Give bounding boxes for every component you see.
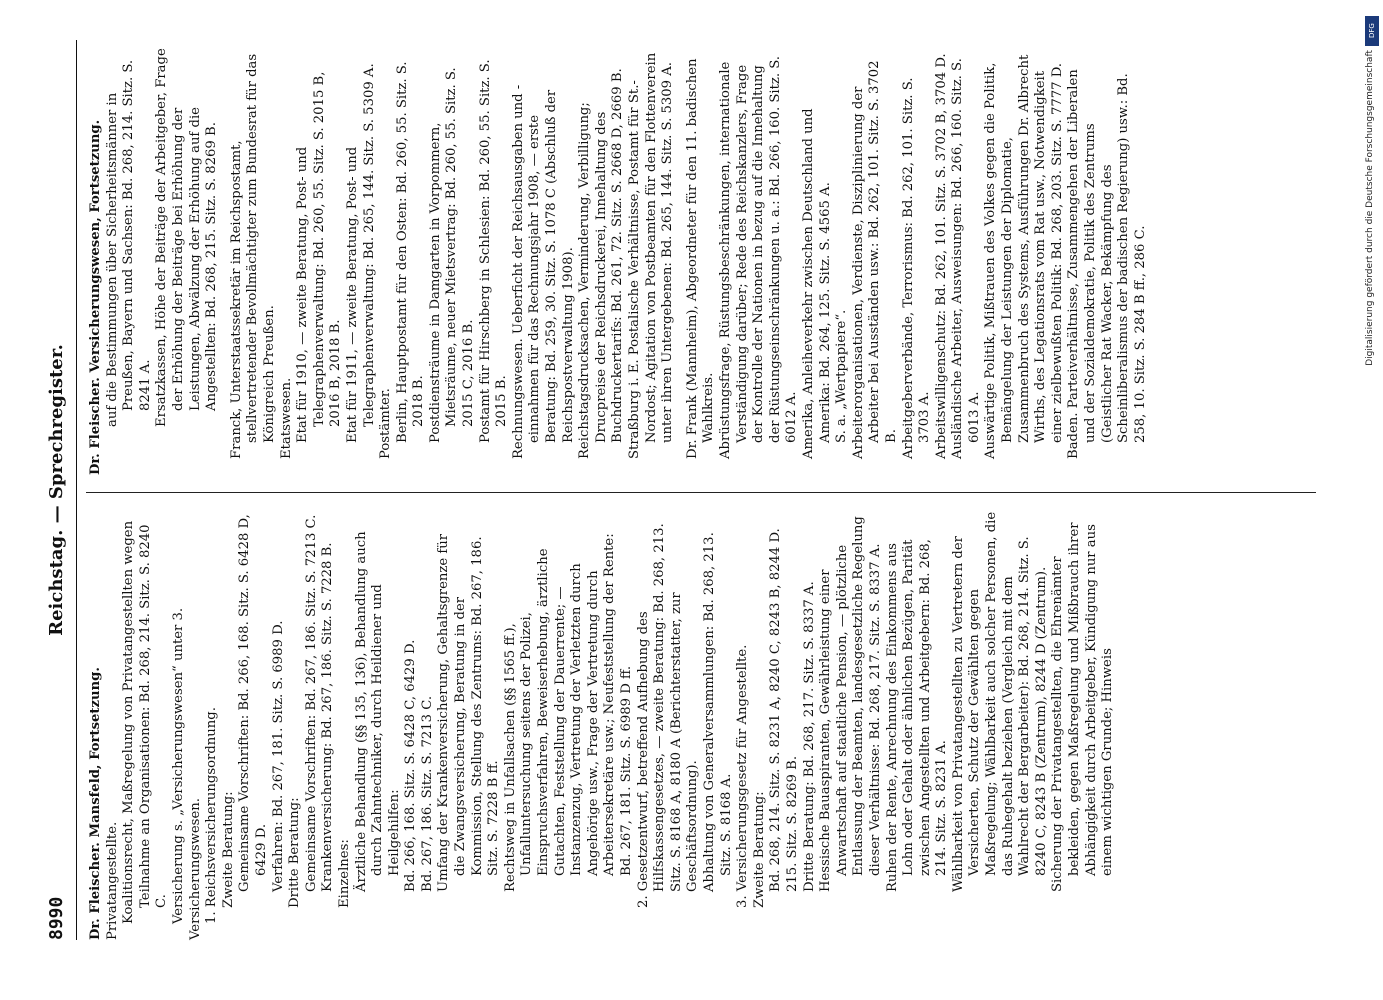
register-entry: Berlin, Hauptpostamt für den Osten: Bd. 260, 55. Sitz. S. 2018 B. — [394, 61, 427, 443]
register-entry: Postdiensträume in Damgarten in Vorpommern, Mietsräume, neuer Mietsvertrag: Bd. 260, 55. Sitz. S. 2015 C, 2016 B. — [427, 67, 477, 443]
column-divider — [86, 492, 1316, 493]
register-entry: Etat für 1911, — zweite Beratung, Post- und Telegraphenverwaltung: Bd. 265, 144. Sitz. S. 5309 A. — [344, 63, 377, 443]
spacer — [221, 45, 229, 475]
register-entry: Abhaltung von Generalversammlungen: Bd. 268, 213. Sitz. S. 8168 A. — [701, 532, 734, 892]
register-entry: Koalitionsrecht, Maßregelung von Privatangestellten wegen Teilnahme an Organisationen: Bd. 268, 214. Sitz. S. 8240 C. — [121, 520, 170, 924]
register-entry: Hessische Bauaspiranten, Gewährleistung einer Anwartschaft auf staatliche Pension, — plötzliche Entlassung der Beamten, landesgesetzliche Regelung dieser Verhältnisse: Bd. 268, 217. Sitz. S. 8337 A. — [818, 516, 883, 892]
register-entry: Arbeitswilligenschutz: Bd. 262, 101. Sitz. S. 3702 B, 3704 D. — [933, 53, 949, 459]
register-entry: auf die Bestimmungen über Sicherheitsmänner in Preußen, Bayern und Sachsen: Bd. 268, 214. Sitz. S. 8241 A. — [104, 59, 153, 427]
register-entry: Verfahren: Bd. 267, 181. Sitz. S. 6989 D. — [270, 620, 286, 892]
spacer — [677, 45, 685, 475]
register-entry: Zweite Beratung: — [220, 791, 236, 908]
register-entry: Einzelnes: — [336, 839, 352, 908]
register-entry: Auswärtige Politik, Mißtrauen des Volkes gegen die Politik, Bemängelung der Leistungen der Diplomatie, Zusammenbruch des Systems, Ausführungen Dr. Albrecht Wirths, des Legationsrats vom Rat usw., Notwendigkeit einer zielbewußten Politik: Bd. 268, 203. Sitz. S. 7777 D. — [983, 54, 1065, 459]
register-entry: Arbeiterorganisationen, Verdienste, Disziplinierung der Arbeiter bei Ausständen usw.: Bd. 262, 101. Sitz. S. 3702 B. — [850, 60, 899, 459]
register-entry: Bd. 268, 214. Sitz. S. 8231 A, 8240 C, 8243 B, 8244 D. — [768, 528, 784, 892]
register-entry: Dritte Beratung: Bd. 268, 217. Sitz. S. 8337 A. — [801, 581, 817, 892]
left-column — [88, 510, 1117, 940]
register-entry: Sicherung der Privatangestellten, die Ehrenämter bekleiden, gegen Maßregelung und Mißbrauch ihrer Abhängigkeit durch Arbeitgeber, Kündigung nur aus einem wichtigen Grunde; Hinweis — [1050, 522, 1116, 892]
register-entry: Amerika, Anleiheverkehr zwischen Deutschland und Amerika: Bd. 264, 125. Sitz. S. 4565 A. — [800, 108, 833, 459]
register-entry: Ruhen der Rente, Anrechnung des Einkommens aus Lohn oder Gehalt oder ähnlichen Bezügen, Parität zwischen Angestellten und Arbeitgebern: Bd. 268, 214. Sitz. S. 8231 A. — [884, 539, 950, 892]
register-entry: Wählbarkeit von Privatangestellten zu Vertretern der Versicherten, Schutz der Gewählten gegen Maßregelung; Wählbarkeit auch solcher Personen, die das Ruhegehalt beziehen (Vergleich mit dem Wahlrecht der Bergarbeiter): Bd. 268, 214. Sitz. S. 8240 C, 8243 B (Zentrum), 8244 D (Zentrum). — [950, 511, 1049, 892]
register-entry: Straßburg i. E. Postalische Verhältnisse, Postamt für St.-Nordost; Agitation von Postbeamten für den Flottenverein unter ihren Untergebenen: Bd. 265, 144. Sitz. S. 5309 A. — [627, 52, 676, 459]
register-entry: Dritte Beratung: — [287, 797, 303, 908]
register-entry: Rechtsweg in Unfallsachen (§§ 1565 ff.), Unfalluntersuchung seitens der Polizei, Einspruchsverfahren, Beweiserhebung, ärztliche Gutachten, Feststellung der Dauerrente; — Instanzenzug, Vertretung der Verletzten durch Angehörige usw., Frage der Vertretung durch Arbeitersekretäre usw.; Neufeststellung der Rente: Bd. 267, 181. Sitz. S. 6989 D ff. — [502, 533, 634, 892]
register-entry: Gemeinsame Vorschriften: Bd. 266, 168. Sitz. S. 6428 D, 6429 D. — [237, 514, 269, 892]
register-entry: Abrüstungsfrage, Rüstungsbeschränkungen, internationale Verständigung darüber; Rede des Reichskanzlers, Frage der Kontrolle der Nationen in bezug auf die Innehaltung der Rüstungseinschränkungen u. a.: Bd. 266, 160. Sitz. S. 6012 A. — [717, 56, 800, 459]
register-entry: Ersatzkassen, Höhe der Beiträge der Arbeitgeber, Frage der Erhöhung der Beiträge bei Erhöhung der Leistungen, Abwälzung der Erhöhung auf die Angestellten: Bd. 268, 215. Sitz. S. 8269 B. — [154, 48, 220, 427]
register-entry: Baden. Parteiverhältnisse, Zusammengehen der Liberalen und der Sozialdemokratie, Politik des Zentrums (Geistlicher Rat Wacker, Bekämpfung des Scheinliberalismus der badischen Regierung) usw.: Bd. 258, 10. Sitz. S. 284 B ff., 286 C. — [1066, 69, 1148, 459]
register-entry: Ärztliche Behandlung (§§ 135, 136), Behandlung auch durch Zahntechniker, durch Heildiener und Heilgehilfen: — [353, 531, 402, 892]
register-entry: Privatangestellte. — [104, 821, 120, 940]
register-entry: 1. Reichsversicherungsordnung. — [204, 707, 220, 924]
register-entry: Rechnungswesen. Ueberficht der Reichsausgaben und -einnahmen für das Rechnungsjahr 1908, — erste Beratung: Bd. 259, 30. Sitz. S. 1078 C (Abschluß der Reichspostverwaltung 1908). — [510, 84, 576, 459]
register-entry: Ausländische Arbeiter, Ausweisungen: Bd. 266, 160. Sitz. S. 6013 A. — [950, 58, 982, 459]
register-entry: Dr. Fleischer. Mansfeld, Fortsetzung. — [88, 667, 103, 940]
register-entry: S. a. „Wertpapiere“. — [834, 309, 850, 443]
register-entry: Postämter. — [378, 388, 394, 459]
register-entry: Arbeitgeberverbände, Terrorismus: Bd. 262, 101. Sitz. S. 3703 A. — [900, 77, 933, 459]
register-entry: Krankenversicherung: Bd. 267, 186. Sitz. S. 7228 B. — [320, 542, 336, 892]
register-entry: Gemeinsame Vorschriften: Bd. 267, 186. Sitz. S. 7213 C. — [303, 514, 319, 892]
register-entry: 215. Sitz. S. 8269 B. — [784, 755, 800, 892]
register-entry: Franck, Unterstaatssekretär im Reichspostamt, stellvertretender Bevollmächtigter zum Bundesrat für das Königreich Preußen. — [228, 53, 277, 459]
register-entry: 2. Gesetzentwurf, betreffend Aufhebung des Hilfskassengesetzes, — zweite Beratung: Bd. 268, 213. Sitz. S. 8168 A, 8180 A (Berichterstatter, zur Geschäftsordnung). — [635, 523, 701, 908]
running-header — [40, 40, 77, 940]
register-entry: Bd. 266, 168. Sitz. S. 6428 C, 6429 D. — [403, 639, 419, 892]
register-entry: Dr. Fleischer. Versicherungswesen, Fortsetzung. — [88, 119, 103, 475]
rotated-printed-page — [40, 40, 1320, 940]
dfg-logo: DFG — [1365, 16, 1379, 46]
page-title: Reichstag. — Sprechregister. — [46, 344, 67, 636]
right-column — [88, 45, 1149, 475]
register-entry: Zweite Beratung: — [751, 791, 767, 908]
register-entry: Reichstagsdrucksachen, Verminderung, Verbilligung; Drucpreise der Reichsdruckerei, Innehaltung des Buchdruckertarifs: Bd. 261, 72. Sitz. S. 2668 D, 2669 B. — [577, 68, 626, 459]
register-entry: Etat für 1910, — zweite Beratung, Post- und Telegraphenverwaltung: Bd. 260, 55. Sitz. S. 2015 B, 2016 B, 2018 B. — [295, 71, 344, 443]
register-entry: Versicherung s. „Versicherungswesen“ unter 3. — [170, 607, 186, 924]
register-entry: Versicherungswesen. — [187, 798, 203, 940]
register-entry: Umfang der Krankenversicherung, Gehaltsgrenze für die Zwangsversicherung, Beratung in der Kommission, Stellung des Zentrums: Bd. 267, 186. Sitz. S. 7228 B ff. — [436, 533, 502, 892]
register-entry: Bd. 267, 186. Sitz. S. 7213 C. — [419, 695, 435, 892]
digitization-sidebar — [1365, 10, 1381, 1000]
register-entry: Dr. Frank (Mannheim), Abgeordneter für den 11. badischen Wahlkreis. — [684, 58, 717, 459]
page-number: 8990 — [46, 896, 67, 940]
register-entry: Etatswesen. — [278, 377, 294, 459]
digitization-credit: Digitalisierung gefördert durch die Deutsche Forschungsgemeinschaft — [1365, 50, 1375, 366]
register-entry: Postamt für Hirschberg in Schlesien: Bd. 260, 55. Sitz. S. 2015 B. — [477, 59, 510, 443]
register-entry: 3. Versicherungsgesetz für Angestellte. — [735, 644, 751, 908]
